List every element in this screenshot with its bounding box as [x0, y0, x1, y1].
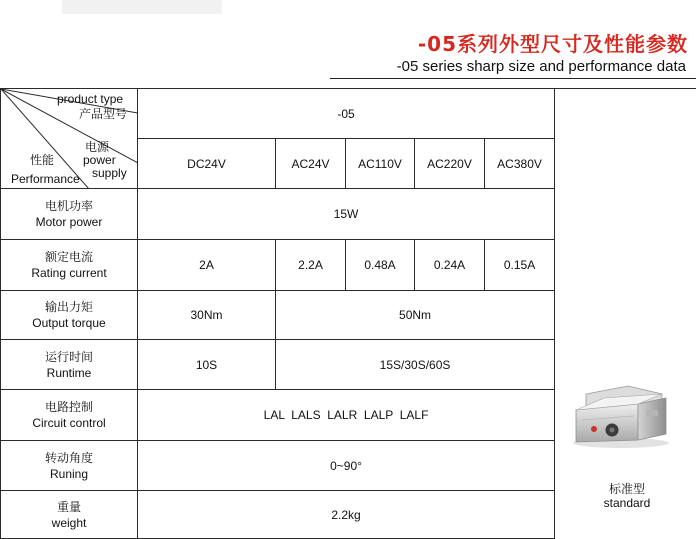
row-label-runtime: 运行时间 Runtime	[1, 340, 138, 390]
circuit-control-value: LAL LALS LALR LALP LALF	[138, 390, 555, 441]
model-cell: -05	[138, 89, 555, 139]
power-supply-ac220v: AC220V	[415, 139, 485, 189]
row-label-circuit-control: 电路控制 Circuit control	[1, 390, 138, 441]
runtime-ac: 15S/30S/60S	[276, 340, 555, 390]
top-bar	[62, 0, 222, 14]
row-label-rating-current: 额定电流 Rating current	[1, 240, 138, 291]
electric-actuator-icon	[566, 380, 676, 450]
rating-current-ac24v: 2.2A	[276, 240, 346, 291]
product-image-cell	[555, 89, 696, 539]
power-supply-ac380v: AC380V	[485, 139, 555, 189]
corner-header-cell	[1, 89, 138, 189]
runtime-dc: 10S	[138, 340, 276, 390]
row-label-rotation-angle: 转动角度 Runing	[1, 441, 138, 491]
performance-en: Performance	[11, 172, 80, 186]
output-torque-dc: 30Nm	[138, 291, 276, 340]
power-en: power	[83, 153, 116, 167]
supply-en: supply	[92, 166, 127, 180]
power-cn: 电源	[85, 140, 110, 154]
page-subtitle: -05 series sharp size and performance data	[396, 58, 686, 75]
row-label-weight: 重量 weight	[1, 491, 138, 539]
spec-table	[0, 88, 696, 539]
rating-current-ac220v: 0.24A	[415, 240, 485, 291]
product-image-caption	[558, 482, 696, 510]
power-supply-dc24v: DC24V	[138, 139, 276, 189]
page-title: -05系列外型尺寸及性能参数	[417, 32, 688, 56]
caption-en: standard	[603, 496, 651, 510]
power-supply-ac24v: AC24V	[276, 139, 346, 189]
caption-cn: 标准型	[608, 482, 645, 496]
rating-current-dc24v: 2A	[138, 240, 276, 291]
product-type-en: product type	[57, 92, 124, 106]
product-type-cn: 产品型号	[79, 107, 128, 121]
row-label-output-torque: 输出力矩 Output torque	[1, 291, 138, 340]
rotation-angle-value: 0~90°	[138, 441, 555, 491]
output-torque-ac: 50Nm	[276, 291, 555, 340]
power-supply-ac110v: AC110V	[346, 139, 415, 189]
row-label-motor-power: 电机功率 Motor power	[1, 189, 138, 240]
title-divider	[330, 78, 696, 79]
weight-value: 2.2kg	[138, 491, 555, 539]
performance-cn: 性能	[30, 153, 55, 167]
motor-power-value: 15W	[138, 189, 555, 240]
rating-current-ac110v: 0.48A	[346, 240, 415, 291]
rating-current-ac380v: 0.15A	[485, 240, 555, 291]
